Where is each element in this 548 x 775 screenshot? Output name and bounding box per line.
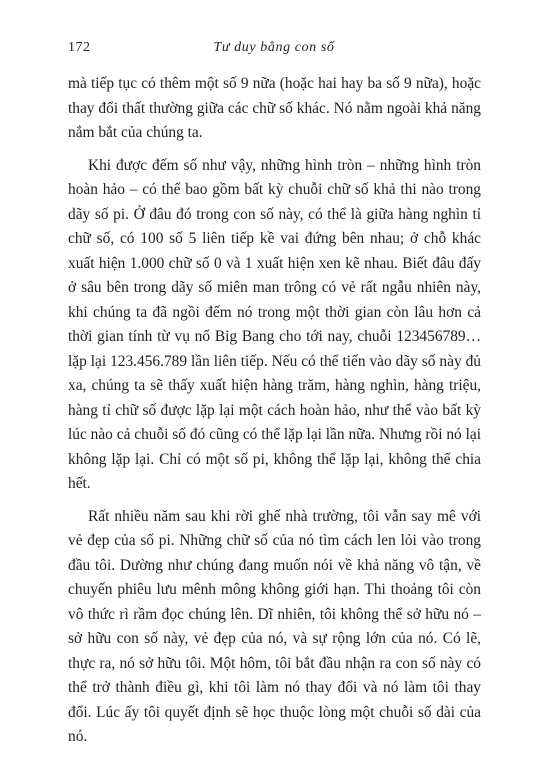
running-title: Tư duy bằng con số (213, 40, 335, 55)
paragraph-memories: Rất nhiều năm sau khi rời ghế nhà trường, tôi vẫn say mê với vẻ đẹp của số pi. Những chữ số của nó tìm cách len lỏi vào trong đầu tôi. Dường như chúng đang muốn nói về khả năng vô tận, về chuyến phiêu lưu mênh mông không giới hạn. Thi thoảng tôi còn vô thức rì rầm đọc chúng lên. Dĩ nhiên, tôi không thể sở hữu nó – sở hữu con số này, vẻ đẹp của nó, và sự rộng lớn của nó. Có lẽ, thực ra, nó sở hữu tôi. Một hôm, tôi bắt đầu nhận ra con số này có thể trở thành điều gì, khi tôi làm nó thay đổi và nó làm tôi thay đổi. Lúc ấy tôi quyết định sẽ học thuộc lòng một chuỗi số dài của nó. (68, 507, 481, 745)
body-text (68, 72, 481, 750)
paragraph-continued: mà tiếp tục có thêm một số 9 nữa (hoặc hai hay ba số 9 nữa), hoặc thay đổi thất thường giữa các chữ số khác. Nó nằm ngoài khả năng nắm bắt của chúng ta. (68, 75, 481, 141)
page-header (68, 40, 480, 60)
paragraph-pi-circles: Khi được đếm số như vậy, những hình tròn – những hình tròn hoàn hảo – có thể bao gồm bất kỳ chuỗi chữ số khả thi nào trong dãy số pi. Ở đâu đó trong con số này, có thể là giữa hàng nghìn tỉ chữ số, có 100 số 5 liên tiếp kề vai đứng bên nhau; ở chỗ khác xuất hiện 1.000 chữ số 0 và 1 xuất hiện xen kẽ nhau. Biết đâu đấy ở sâu bên trong dãy số miên man trông có vẻ rất ngẫu nhiên này, khi chúng ta đã ngồi đếm nó trong một thời gian còn lâu hơn cả thời gian tính từ vụ nổ Big Bang cho tới nay, chuỗi 123456789… lặp lại 123.456.789 lần liên tiếp. Nếu có thể tiến vào dãy số này đủ xa, chúng ta sẽ thấy xuất hiện hàng trăm, hàng nghìn, hàng triệu, hàng tỉ chữ số được lặp lại một cách hoàn hảo, như thể vào bất kỳ lúc nào cả chuỗi số đó cũng có thể lặp lại lần nữa. Nhưng rồi nó lại không lặp lại. Chỉ có một số pi, không thể lặp lại, không thể chia hết. (68, 156, 481, 492)
page-number: 172 (68, 40, 91, 55)
